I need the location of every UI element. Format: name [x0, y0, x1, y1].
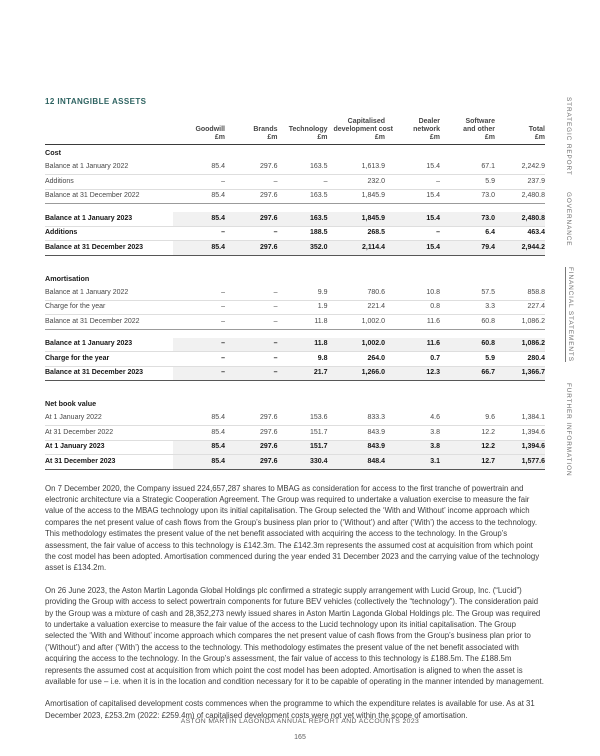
cell-value: 0.8 — [385, 300, 440, 315]
column-header-spacer — [45, 115, 173, 145]
cell-value: 227.4 — [495, 300, 545, 315]
cell-value: 2,242.9 — [495, 161, 545, 175]
cell-value: – — [225, 300, 278, 315]
cell-value: 297.6 — [225, 426, 278, 441]
table-row — [45, 241, 545, 256]
sidebar-tab-financial-statements[interactable]: FINANCIAL STATEMENTS — [567, 267, 574, 362]
table-row — [45, 455, 545, 470]
cell-value: 9.8 — [278, 352, 328, 367]
cell-value: 2,944.2 — [495, 241, 545, 256]
cell-value: 85.4 — [173, 426, 226, 441]
table-row — [45, 161, 545, 175]
cell-value: 5.9 — [440, 175, 495, 190]
page-footer — [0, 718, 600, 741]
cell-value: 12.2 — [440, 426, 495, 441]
cell-value: 780.6 — [328, 286, 386, 300]
cell-value: 3.8 — [385, 426, 440, 441]
row-label: Charge for the year — [45, 352, 173, 367]
row-label: At 31 December 2022 — [45, 426, 173, 441]
cell-value: – — [173, 338, 226, 352]
cell-value: 6.4 — [440, 226, 495, 241]
table-row — [45, 189, 545, 204]
cell-value: 151.7 — [278, 426, 328, 441]
cell-value: 11.6 — [385, 315, 440, 330]
table-row — [45, 226, 545, 241]
row-label: Additions — [45, 175, 173, 190]
cell-value: 79.4 — [440, 241, 495, 256]
cell-value: 9.6 — [440, 412, 495, 426]
row-label: At 1 January 2023 — [45, 440, 173, 455]
row-label: Balance at 31 December 2023 — [45, 241, 173, 256]
cell-value: 12.7 — [440, 455, 495, 470]
spacer-row — [45, 329, 545, 338]
cell-value: – — [225, 175, 278, 190]
cell-value: 1,086.2 — [495, 315, 545, 330]
cell-value: 1,577.6 — [495, 455, 545, 470]
row-label: Additions — [45, 226, 173, 241]
cell-value: 57.5 — [440, 286, 495, 300]
cell-value: 833.3 — [328, 412, 386, 426]
row-label: Balance at 1 January 2023 — [45, 212, 173, 226]
cell-value: 297.6 — [225, 455, 278, 470]
section-label-row: Cost — [45, 148, 61, 157]
cell-value: 163.5 — [278, 189, 328, 204]
intangible-assets-table — [45, 115, 545, 470]
row-label: Balance at 1 January 2022 — [45, 161, 173, 175]
table-row — [45, 300, 545, 315]
sidebar-tab-further-information[interactable]: FURTHER INFORMATION — [565, 383, 572, 477]
cell-value: 3.1 — [385, 455, 440, 470]
cell-value: 12.3 — [385, 366, 440, 381]
row-label: At 31 December 2023 — [45, 455, 173, 470]
cell-value: 0.7 — [385, 352, 440, 367]
cell-value: 11.8 — [278, 338, 328, 352]
cell-value: 73.0 — [440, 212, 495, 226]
column-header: Technology £m — [278, 115, 328, 145]
cell-value: 15.4 — [385, 241, 440, 256]
cell-value: 1.9 — [278, 300, 328, 315]
row-label: Balance at 31 December 2022 — [45, 315, 173, 330]
cell-value: 21.7 — [278, 366, 328, 381]
cell-value: 5.9 — [440, 352, 495, 367]
cell-value: 85.4 — [173, 212, 226, 226]
column-header: Dealer network £m — [385, 115, 440, 145]
cell-value: 85.4 — [173, 412, 226, 426]
cell-value: – — [173, 352, 226, 367]
cell-value: 297.6 — [225, 241, 278, 256]
cell-value: 60.8 — [440, 338, 495, 352]
row-label: Balance at 1 January 2022 — [45, 286, 173, 300]
cell-value: – — [173, 315, 226, 330]
cell-value: – — [225, 315, 278, 330]
column-header: Software and other £m — [440, 115, 495, 145]
table-row — [45, 426, 545, 441]
cell-value: 85.4 — [173, 440, 226, 455]
cell-value: – — [173, 226, 226, 241]
cell-value: – — [225, 226, 278, 241]
table-row — [45, 352, 545, 367]
cell-value: 280.4 — [495, 352, 545, 367]
cell-value: 10.8 — [385, 286, 440, 300]
cell-value: 268.5 — [328, 226, 386, 241]
cell-value: 3.3 — [440, 300, 495, 315]
cell-value: 9.9 — [278, 286, 328, 300]
cell-value: 858.8 — [495, 286, 545, 300]
cell-value: 85.4 — [173, 189, 226, 204]
cell-value: 188.5 — [278, 226, 328, 241]
table-row — [45, 286, 545, 300]
cell-value: 1,845.9 — [328, 189, 386, 204]
cell-value: 153.6 — [278, 412, 328, 426]
table-row — [45, 440, 545, 455]
cell-value: 330.4 — [278, 455, 328, 470]
cell-value: 1,613.9 — [328, 161, 386, 175]
cell-value: 1,086.2 — [495, 338, 545, 352]
cell-value: 297.6 — [225, 161, 278, 175]
cell-value: 1,394.6 — [495, 426, 545, 441]
cell-value: 67.1 — [440, 161, 495, 175]
cell-value: 1,266.0 — [328, 366, 386, 381]
cell-value: 463.4 — [495, 226, 545, 241]
cell-value: 848.4 — [328, 455, 386, 470]
notes-paragraphs — [45, 483, 545, 722]
cell-value: 73.0 — [440, 189, 495, 204]
cell-value: – — [225, 352, 278, 367]
cell-value: 11.6 — [385, 338, 440, 352]
cell-value: 297.6 — [225, 212, 278, 226]
table-row — [45, 366, 545, 381]
cell-value: 1,366.7 — [495, 366, 545, 381]
note-paragraph: On 26 June 2023, the Aston Martin Lagonda Global Holdings plc confirmed a strategic supply arrangement with Lucid Group, Inc. (“Lucid”) providing the Group with access to select powertrain components for future BEV vehicles (collectively the “technology”). The consideration paid by the Group was a mixture of cash and 28,352,273 newly issued shares in Aston Martin Lagonda Global Holdings plc. The Group was required to undertake a valuation exercise to measure the fair value of the access to the Lucid technology upon its initial capitalisation. The Group selected the ‘With and Without’ income approach which compares the net present value of cash flows from the Group’s business plan prior to (‘Without’) and after (‘With’) the access to the technology. This methodology estimates the present value of the net benefit associated with acquiring the access to the technology. In the Group’s assessment, the fair value of access to this technology is £188.5m. The £188.5m represents the assumed cost at acquisition from which point the cost model has been adopted. Amortisation is aligned to when the asset is available for use – i.e. when it is in the location and condition necessary for it to be capable of operating in the manner intended by management. — [45, 585, 544, 686]
table-row — [45, 212, 545, 226]
table-body — [45, 145, 545, 470]
cell-value: 2,480.8 — [495, 189, 545, 204]
cell-value: – — [225, 366, 278, 381]
spacer-row — [45, 381, 545, 397]
cell-value: – — [173, 300, 226, 315]
cell-value: 297.6 — [225, 412, 278, 426]
cell-value: – — [385, 226, 440, 241]
cell-value: 163.5 — [278, 212, 328, 226]
cell-value: 151.7 — [278, 440, 328, 455]
note-paragraph: Amortisation of capitalised development costs commences when the programme to which the expenditure relates is available for use. As at 31 December 2023, £253.2m (2022: £259.4m) of capitalised development costs were not yet within the scope of amortisation. — [45, 699, 535, 720]
cell-value: 232.0 — [328, 175, 386, 190]
main-content — [45, 97, 545, 732]
sidebar-tab-governance[interactable]: GOVERNANCE — [565, 192, 572, 247]
column-header: Total £m — [495, 115, 545, 145]
cell-value: 843.9 — [328, 426, 386, 441]
cell-value: – — [173, 175, 226, 190]
row-label: Balance at 31 December 2022 — [45, 189, 173, 204]
table-row — [45, 338, 545, 352]
cell-value: – — [173, 366, 226, 381]
row-label: Charge for the year — [45, 300, 173, 315]
cell-value: 4.6 — [385, 412, 440, 426]
table-row — [45, 315, 545, 330]
cell-value: 352.0 — [278, 241, 328, 256]
cell-value: 1,002.0 — [328, 315, 386, 330]
cell-value: – — [278, 175, 328, 190]
cell-value: – — [225, 286, 278, 300]
spacer-row — [45, 255, 545, 271]
cell-value: 843.9 — [328, 440, 386, 455]
section-label-row: Amortisation — [45, 273, 90, 283]
section-label-row: Net book value — [45, 399, 97, 408]
cell-value: 60.8 — [440, 315, 495, 330]
cell-value: 85.4 — [173, 455, 226, 470]
spacer-row — [45, 204, 545, 213]
cell-value: 264.0 — [328, 352, 386, 367]
cell-value: 11.8 — [278, 315, 328, 330]
column-header: Capitalised development cost £m — [328, 115, 386, 145]
note-paragraph: On 7 December 2020, the Company issued 224,657,287 shares to MBAG as consideration for access to the first tranche of powertrain and electronic architecture via a Strategic Cooperation Agreement. The Group was required to undertake a valuation exercise to measure the fair value of the access to the MBAG technology upon its initial capitalisation. The Group selected the ‘With and Without’ income approach which compares the net present value of cash flows from the Group’s business plan prior to (‘Without’) and after (‘With’) the access to the technology. This methodology estimates the present value of the net benefit associated with acquiring the access to the technology. In the Group’s assessment, the fair value of access to this technology is £142.3m. The £142.3m represents the assumed cost at acquisition from which point the cost model has been adopted. Amortisation commenced during the year ended 31 December 2023 and the carrying value of the technology asset is £134.2m. — [45, 483, 540, 573]
cell-value: 66.7 — [440, 366, 495, 381]
row-label: Balance at 1 January 2023 — [45, 338, 173, 352]
cell-value: 163.5 — [278, 161, 328, 175]
cell-value: 297.6 — [225, 189, 278, 204]
cell-value: 2,480.8 — [495, 212, 545, 226]
column-header: Goodwill £m — [173, 115, 226, 145]
sidebar-tab-strategic-report[interactable]: STRATEGIC REPORT — [565, 97, 572, 176]
footer-title: ASTON MARTIN LAGONDA ANNUAL REPORT AND ACCOUNTS 2023 — [180, 718, 420, 725]
cell-value: 237.9 — [495, 175, 545, 190]
cell-value: 85.4 — [173, 241, 226, 256]
cell-value: 1,394.6 — [495, 440, 545, 455]
cell-value: – — [173, 286, 226, 300]
cell-value: 2,114.4 — [328, 241, 386, 256]
row-label: At 1 January 2022 — [45, 412, 173, 426]
column-header: Brands £m — [225, 115, 278, 145]
table-row — [45, 412, 545, 426]
table-row — [45, 175, 545, 190]
cell-value: 3.8 — [385, 440, 440, 455]
cell-value: – — [225, 338, 278, 352]
cell-value: – — [385, 175, 440, 190]
cell-value: 297.6 — [225, 440, 278, 455]
cell-value: 15.4 — [385, 189, 440, 204]
page-number: 165 — [294, 734, 306, 741]
cell-value: 85.4 — [173, 161, 226, 175]
row-label: Balance at 31 December 2023 — [45, 366, 173, 381]
cell-value: 15.4 — [385, 161, 440, 175]
cell-value: 12.2 — [440, 440, 495, 455]
cell-value: 221.4 — [328, 300, 386, 315]
cell-value: 1,845.9 — [328, 212, 386, 226]
page-title: 12 INTANGIBLE ASSETS — [45, 97, 147, 106]
table-header — [45, 115, 545, 145]
cell-value: 1,384.1 — [495, 412, 545, 426]
cell-value: 1,002.0 — [328, 338, 386, 352]
cell-value: 15.4 — [385, 212, 440, 226]
